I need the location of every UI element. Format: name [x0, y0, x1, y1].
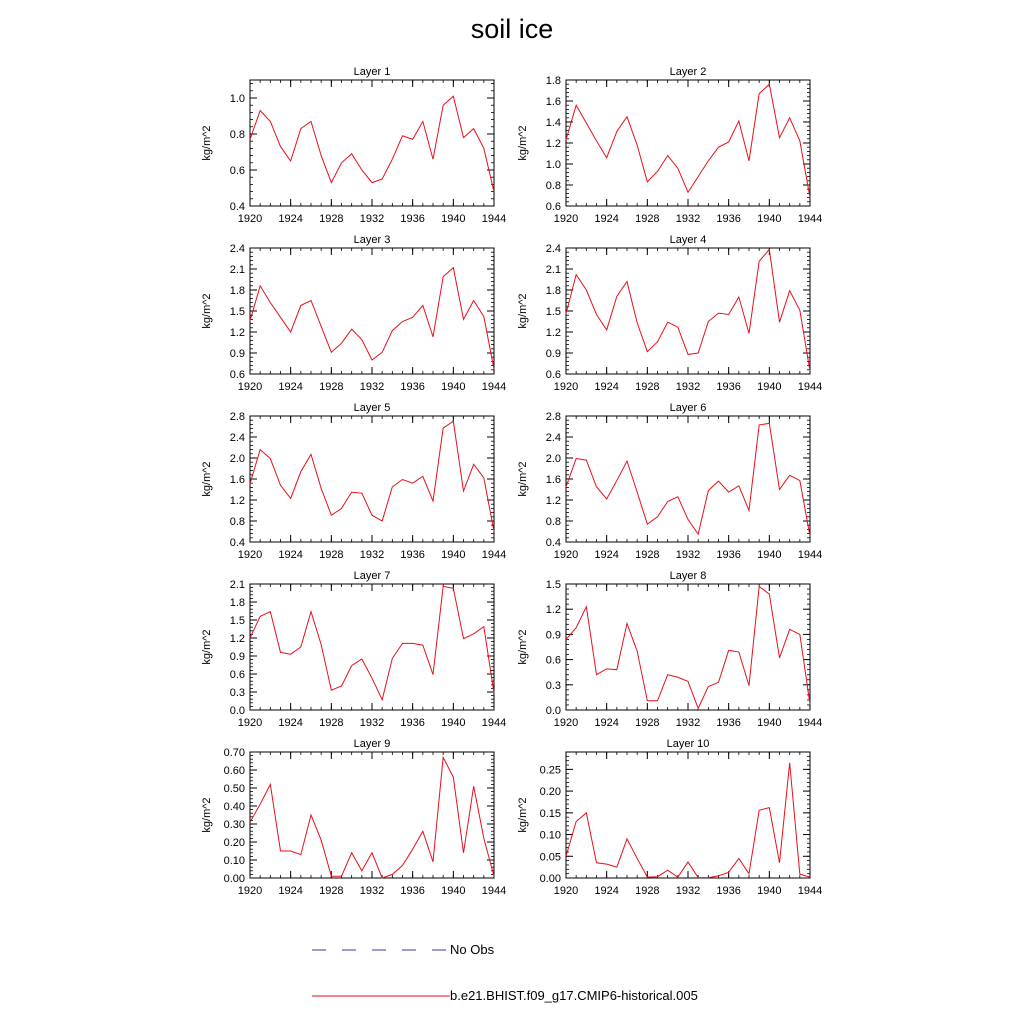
legend-obs — [0, 940, 1024, 960]
y-tick-label: 0.9 — [545, 629, 561, 642]
y-tick-label: 0.4 — [229, 537, 245, 549]
x-tick-label: 1940 — [441, 381, 466, 393]
series-line — [566, 84, 810, 197]
y-tick-label: 0.20 — [223, 837, 245, 849]
y-tick-label: 0.9 — [229, 651, 245, 663]
x-tick-label: 1940 — [757, 549, 782, 561]
x-tick-label: 1936 — [716, 549, 741, 561]
series-line — [566, 587, 810, 709]
page-title: soil ice — [470, 14, 554, 44]
x-tick-label: 1932 — [675, 213, 701, 225]
x-tick-label: 1924 — [594, 381, 619, 393]
series-line — [566, 763, 810, 878]
y-axis-label: kg/m^2 — [517, 629, 529, 665]
x-tick-label: 1940 — [757, 213, 782, 225]
x-tick-label: 1944 — [797, 381, 823, 393]
plot-frame — [250, 584, 494, 710]
x-tick-label: 1920 — [553, 549, 579, 561]
y-axis-label: kg/m^2 — [201, 125, 213, 161]
y-tick-label: 0.0 — [545, 705, 561, 717]
y-tick-label: 0.50 — [223, 783, 245, 795]
y-axis-label: kg/m^2 — [517, 797, 529, 833]
series-line — [566, 423, 810, 536]
y-tick-label: 0.00 — [539, 873, 561, 885]
x-tick-label: 1920 — [237, 885, 263, 897]
y-tick-label: 1.6 — [545, 96, 561, 108]
plot-frame — [250, 752, 494, 878]
x-tick-label: 1924 — [594, 885, 619, 897]
x-tick-label: 1924 — [278, 381, 303, 393]
y-tick-label: 0.6 — [545, 654, 561, 667]
x-tick-label: 1940 — [441, 885, 466, 897]
x-tick-label: 1944 — [481, 549, 507, 561]
y-tick-label: 2.1 — [229, 264, 245, 276]
y-tick-label: 0.3 — [229, 687, 245, 699]
y-tick-label: 2.8 — [545, 411, 561, 423]
y-tick-label: 0.05 — [539, 851, 561, 864]
legend-model — [0, 986, 1024, 1006]
x-tick-label: 1924 — [594, 549, 619, 561]
y-tick-label: 0.3 — [545, 679, 561, 692]
chart-panel-2 — [517, 66, 822, 225]
y-tick-label: 1.0 — [229, 93, 245, 105]
x-tick-label: 1928 — [319, 213, 344, 225]
y-axis-label: kg/m^2 — [517, 293, 529, 329]
x-tick-label: 1924 — [278, 885, 303, 897]
plot-frame — [250, 248, 494, 374]
x-tick-label: 1936 — [400, 885, 425, 897]
y-tick-label: 2.4 — [229, 432, 245, 444]
x-tick-label: 1928 — [635, 717, 660, 729]
x-tick-label: 1920 — [553, 885, 579, 897]
y-tick-label: 0.40 — [223, 801, 245, 813]
series-line — [250, 421, 494, 531]
x-tick-label: 1944 — [797, 549, 823, 561]
x-tick-label: 1932 — [675, 885, 701, 897]
y-tick-label: 0.00 — [223, 873, 245, 885]
y-tick-label: 1.2 — [229, 495, 245, 507]
chart-panel-5 — [201, 402, 506, 561]
y-tick-label: 1.2 — [229, 327, 245, 339]
plot-frame — [566, 584, 810, 710]
x-tick-label: 1928 — [319, 885, 344, 897]
x-tick-label: 1924 — [594, 213, 619, 225]
panel-title: Layer 2 — [669, 66, 707, 78]
y-tick-label: 2.4 — [545, 243, 561, 255]
x-tick-label: 1944 — [797, 213, 823, 225]
y-tick-label: 1.6 — [545, 474, 561, 486]
x-tick-label: 1920 — [553, 213, 579, 225]
x-tick-label: 1920 — [237, 381, 263, 393]
y-tick-label: 0.10 — [539, 829, 561, 842]
x-tick-label: 1924 — [278, 549, 303, 561]
y-axis-label: kg/m^2 — [517, 125, 529, 161]
panel-title: Layer 7 — [353, 570, 391, 582]
x-tick-label: 1928 — [319, 717, 344, 729]
x-tick-label: 1940 — [441, 549, 466, 561]
x-tick-label: 1936 — [400, 213, 425, 225]
series-line — [566, 249, 810, 371]
y-tick-label: 1.4 — [545, 117, 561, 129]
plot-frame — [566, 80, 810, 206]
y-tick-label: 0.8 — [545, 180, 561, 192]
x-tick-label: 1944 — [481, 885, 507, 897]
y-tick-label: 1.2 — [545, 138, 561, 150]
plot-frame — [566, 416, 810, 542]
y-tick-label: 1.0 — [545, 159, 561, 171]
x-tick-label: 1944 — [481, 717, 507, 729]
x-tick-label: 1928 — [319, 549, 344, 561]
x-tick-label: 1936 — [716, 717, 741, 729]
y-tick-label: 2.4 — [545, 432, 561, 444]
y-tick-label: 1.8 — [545, 285, 561, 297]
x-tick-label: 1940 — [441, 717, 466, 729]
y-tick-label: 0.8 — [229, 129, 245, 141]
panel-title: Layer 3 — [353, 234, 391, 246]
chart-panel-6 — [517, 402, 822, 561]
y-tick-label: 0.8 — [229, 516, 245, 528]
y-tick-label: 1.6 — [229, 474, 245, 486]
panel-title: Layer 8 — [669, 570, 707, 582]
chart-panel-1 — [201, 66, 506, 225]
x-tick-label: 1940 — [757, 717, 782, 729]
x-tick-label: 1928 — [635, 381, 660, 393]
x-tick-label: 1944 — [481, 381, 507, 393]
x-tick-label: 1932 — [359, 381, 385, 393]
y-tick-label: 2.0 — [229, 453, 245, 465]
y-axis-label: kg/m^2 — [517, 461, 529, 497]
panel-title: Layer 6 — [669, 402, 707, 414]
y-tick-label: 0.25 — [539, 764, 561, 777]
series-line — [250, 96, 494, 191]
y-tick-label: 1.5 — [545, 579, 561, 591]
x-tick-label: 1936 — [716, 885, 741, 897]
y-tick-label: 2.1 — [545, 264, 561, 276]
panel-title: Layer 5 — [353, 402, 391, 414]
y-tick-label: 0.0 — [229, 705, 245, 717]
x-tick-label: 1920 — [237, 213, 263, 225]
y-tick-label: 2.1 — [229, 579, 245, 591]
x-tick-label: 1944 — [797, 885, 823, 897]
x-tick-label: 1936 — [400, 549, 425, 561]
y-axis-label: kg/m^2 — [201, 629, 213, 665]
y-tick-label: 2.8 — [229, 411, 245, 423]
chart-panel-4 — [517, 234, 822, 393]
y-tick-label: 0.20 — [539, 786, 561, 799]
y-tick-label: 1.8 — [229, 597, 245, 609]
series-line — [250, 268, 494, 370]
x-tick-label: 1932 — [359, 213, 385, 225]
y-tick-label: 1.5 — [229, 306, 245, 318]
plot-frame — [566, 752, 810, 878]
x-tick-label: 1920 — [237, 549, 263, 561]
y-tick-label: 0.70 — [223, 747, 245, 759]
x-tick-label: 1928 — [319, 381, 344, 393]
x-tick-label: 1928 — [635, 885, 660, 897]
x-tick-label: 1936 — [716, 213, 741, 225]
y-tick-label: 0.6 — [545, 369, 561, 381]
x-tick-label: 1936 — [400, 381, 425, 393]
plot-frame — [250, 416, 494, 542]
x-tick-label: 1932 — [359, 549, 385, 561]
y-tick-label: 1.8 — [545, 75, 561, 87]
y-axis-label: kg/m^2 — [201, 797, 213, 833]
legend-obs-swatch — [312, 940, 452, 960]
x-tick-label: 1932 — [359, 885, 385, 897]
chart-panel-7 — [201, 570, 506, 729]
x-tick-label: 1932 — [675, 381, 701, 393]
y-tick-label: 0.6 — [229, 165, 245, 177]
y-tick-label: 0.60 — [223, 765, 245, 777]
chart-panel-3 — [201, 234, 506, 393]
series-line — [250, 586, 494, 699]
y-tick-label: 0.4 — [229, 201, 245, 213]
y-tick-label: 1.8 — [229, 285, 245, 297]
y-tick-label: 0.6 — [229, 369, 245, 381]
panel-title: Layer 4 — [669, 234, 707, 246]
x-tick-label: 1920 — [237, 717, 263, 729]
y-tick-label: 1.2 — [545, 495, 561, 507]
x-tick-label: 1928 — [635, 213, 660, 225]
x-tick-label: 1940 — [441, 213, 466, 225]
y-tick-label: 1.5 — [545, 306, 561, 318]
x-tick-label: 1932 — [675, 717, 701, 729]
y-tick-label: 1.5 — [229, 615, 245, 627]
x-tick-label: 1932 — [675, 549, 701, 561]
y-tick-label: 0.9 — [229, 348, 245, 360]
x-tick-label: 1936 — [400, 717, 425, 729]
plot-frame — [250, 80, 494, 206]
x-tick-label: 1924 — [278, 213, 303, 225]
x-tick-label: 1944 — [481, 213, 507, 225]
x-tick-label: 1920 — [553, 717, 579, 729]
chart-panel-8 — [517, 570, 822, 729]
legend-obs-label: No Obs — [450, 942, 495, 957]
y-axis-label: kg/m^2 — [201, 461, 213, 497]
y-tick-label: 0.30 — [223, 819, 245, 831]
y-tick-label: 0.4 — [545, 537, 561, 549]
legend-model-label: b.e21.BHIST.f09_g17.CMIP6-historical.005 — [450, 988, 698, 1003]
panel-title: Layer 10 — [666, 738, 710, 750]
x-tick-label: 1940 — [757, 381, 782, 393]
y-tick-label: 0.6 — [229, 669, 245, 681]
x-tick-label: 1936 — [716, 381, 741, 393]
y-tick-label: 0.6 — [545, 201, 561, 213]
chart-panel-10 — [517, 738, 822, 897]
y-tick-label: 1.2 — [229, 633, 245, 645]
x-tick-label: 1928 — [635, 549, 660, 561]
series-line — [250, 757, 494, 878]
chart-panel-9 — [201, 738, 506, 897]
y-tick-label: 0.10 — [223, 855, 245, 867]
y-tick-label: 0.9 — [545, 348, 561, 360]
plot-frame — [566, 248, 810, 374]
y-tick-label: 1.2 — [545, 604, 561, 617]
panel-title: Layer 1 — [353, 66, 391, 78]
y-tick-label: 0.8 — [545, 516, 561, 528]
x-tick-label: 1920 — [553, 381, 579, 393]
y-tick-label: 1.2 — [545, 327, 561, 339]
x-tick-label: 1944 — [797, 717, 823, 729]
x-tick-label: 1924 — [594, 717, 619, 729]
y-axis-label: kg/m^2 — [201, 293, 213, 329]
panel-title: Layer 9 — [353, 738, 391, 750]
x-tick-label: 1924 — [278, 717, 303, 729]
y-tick-label: 2.4 — [229, 243, 245, 255]
x-tick-label: 1940 — [757, 885, 782, 897]
legend-model-swatch — [312, 986, 452, 1006]
y-tick-label: 2.0 — [545, 453, 561, 465]
y-tick-label: 0.15 — [539, 807, 561, 820]
x-tick-label: 1932 — [359, 717, 385, 729]
